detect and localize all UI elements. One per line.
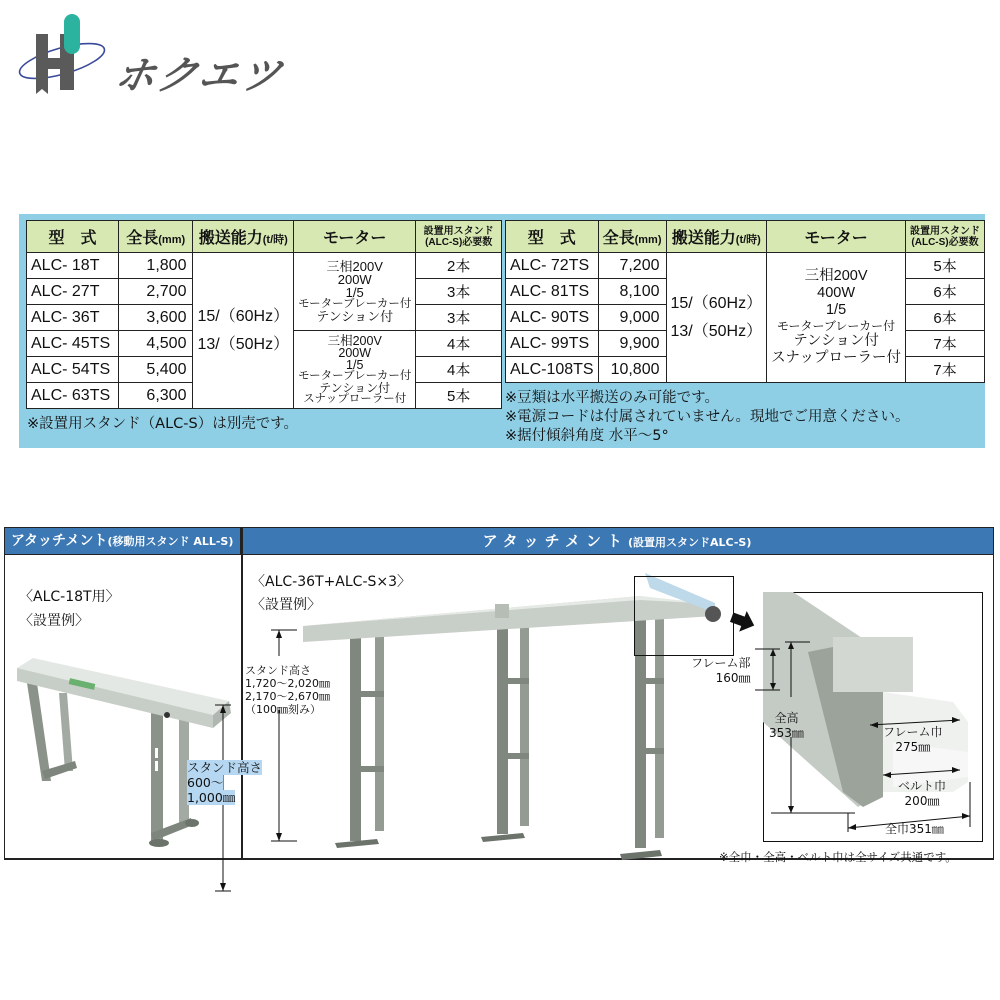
right-example-label: 〈設置例〉 [251, 597, 321, 613]
model-cell: ALC- 90TS [506, 305, 599, 331]
mobile-stand-conveyor-illustration [9, 653, 239, 853]
attachment-header-mobile-stand: アタッチメント(移動用スタンド ALL-S) [5, 528, 241, 555]
stands-cell: 3本 [416, 305, 502, 331]
model-cell: ALC- 72TS [506, 253, 599, 279]
stands-cell: 5本 [906, 253, 985, 279]
note-stand-sold-separately: ※設置用スタンド（ALC-S）は別売です。 [27, 416, 299, 432]
model-cell: ALC- 36T [27, 305, 119, 331]
model-cell: ALC- 54TS [27, 357, 119, 383]
frame-width-dim: フレーム巾 275㎜ [883, 725, 943, 754]
length-cell: 10,800 [598, 357, 666, 383]
model-cell: ALC- 27T [27, 279, 119, 305]
brand-logo [18, 14, 318, 99]
length-cell: 5,400 [118, 357, 193, 383]
col-capacity: 搬送能力(t/時) [666, 221, 767, 253]
arrow-right-icon [729, 610, 755, 632]
motor-cell: 三相200V 200W 1/5 モーターブレーカー付 テンション付 [294, 253, 416, 331]
stands-cell: 7本 [906, 357, 985, 383]
note-power-cord: ※電源コードは付属されていません。現地でご用意ください。 [505, 409, 910, 425]
frame-height-dim: フレーム部 160㎜ [691, 656, 751, 685]
table-row [27, 253, 502, 279]
right-height-dimension-arrow [267, 628, 297, 848]
model-cell: ALC- 18T [27, 253, 119, 279]
length-cell: 3,600 [118, 305, 193, 331]
col-model: 型 式 [506, 221, 599, 253]
note-incline-angle: ※据付傾斜角度 水平～5° [505, 428, 669, 444]
left-model-label: 〈ALC-18T用〉 [19, 589, 120, 605]
length-cell: 8,100 [598, 279, 666, 305]
attachments-section [4, 527, 994, 864]
length-cell: 6,300 [118, 383, 193, 409]
length-cell: 2,700 [118, 279, 193, 305]
left-stand-height: スタンド高さ 600～ 1,000㎜ [187, 760, 263, 805]
col-stands: 設置用スタンド (ALC-S)必要数 [906, 221, 985, 253]
stands-cell: 4本 [416, 357, 502, 383]
spec-panel [19, 214, 985, 448]
right-model-label: 〈ALC-36T+ALC-S×3〉 [251, 574, 412, 590]
col-length: 全長(mm) [118, 221, 193, 253]
length-cell: 7,200 [598, 253, 666, 279]
detail-source-box [634, 576, 734, 656]
table-row [506, 253, 985, 279]
model-cell: ALC- 99TS [506, 331, 599, 357]
table-header-row [27, 221, 502, 253]
note-beans: ※豆類は水平搬送のみ可能です。 [505, 390, 719, 406]
length-cell: 9,000 [598, 305, 666, 331]
capacity-cell: 15/（60Hz） 13/（50Hz） [666, 253, 767, 383]
spec-table-left [26, 220, 502, 409]
capacity-cell: 15/（60Hz） 13/（50Hz） [193, 253, 294, 409]
brand-name: ホクエツ [110, 53, 288, 99]
motor-cell: 三相200V 400W 1/5 モーターブレーカー付 テンション付 スナップローラー付 [767, 253, 906, 383]
stands-cell: 4本 [416, 331, 502, 357]
model-cell: ALC- 45TS [27, 331, 119, 357]
length-cell: 9,900 [598, 331, 666, 357]
model-cell: ALC- 63TS [27, 383, 119, 409]
common-dimensions-footnote: ※全巾・全高・ベルト巾は全サイズ共通です。 [719, 850, 957, 864]
left-example-label: 〈設置例〉 [19, 613, 89, 629]
col-capacity: 搬送能力(t/時) [193, 221, 294, 253]
total-height-dim: 全高 353㎜ [769, 711, 804, 740]
col-motor: モーター [294, 221, 416, 253]
section-divider [241, 528, 243, 859]
model-cell: ALC- 81TS [506, 279, 599, 305]
stands-cell: 7本 [906, 331, 985, 357]
belt-width-dim: ベルト巾 200㎜ [898, 779, 947, 808]
stands-cell: 3本 [416, 279, 502, 305]
total-width-dim: 全巾351㎜ [885, 822, 944, 836]
table-header-row [506, 221, 985, 253]
spec-table-right [505, 220, 985, 383]
col-motor: モーター [767, 221, 906, 253]
stands-cell: 6本 [906, 279, 985, 305]
model-cell: ALC-108TS [506, 357, 599, 383]
stands-cell: 6本 [906, 305, 985, 331]
stands-cell: 2本 [416, 253, 502, 279]
motor-cell: 三相200V 200W 1/5 モーターブレーカー付 テンション付 スナップローラー付 [294, 331, 416, 409]
col-length: 全長(mm) [598, 221, 666, 253]
length-cell: 4,500 [118, 331, 193, 357]
col-stands: 設置用スタンド (ALC-S)必要数 [416, 221, 502, 253]
stands-cell: 5本 [416, 383, 502, 409]
length-cell: 1,800 [118, 253, 193, 279]
col-model: 型 式 [27, 221, 119, 253]
right-stand-height: スタンド高さ 1,720～2,020㎜ 2,170～2,670㎜ （100㎜刻み） [245, 664, 330, 716]
attachment-header-install-stand: アタッチメント(設置用スタンドALC-S) [241, 528, 993, 555]
logo-mark-icon [18, 14, 118, 99]
